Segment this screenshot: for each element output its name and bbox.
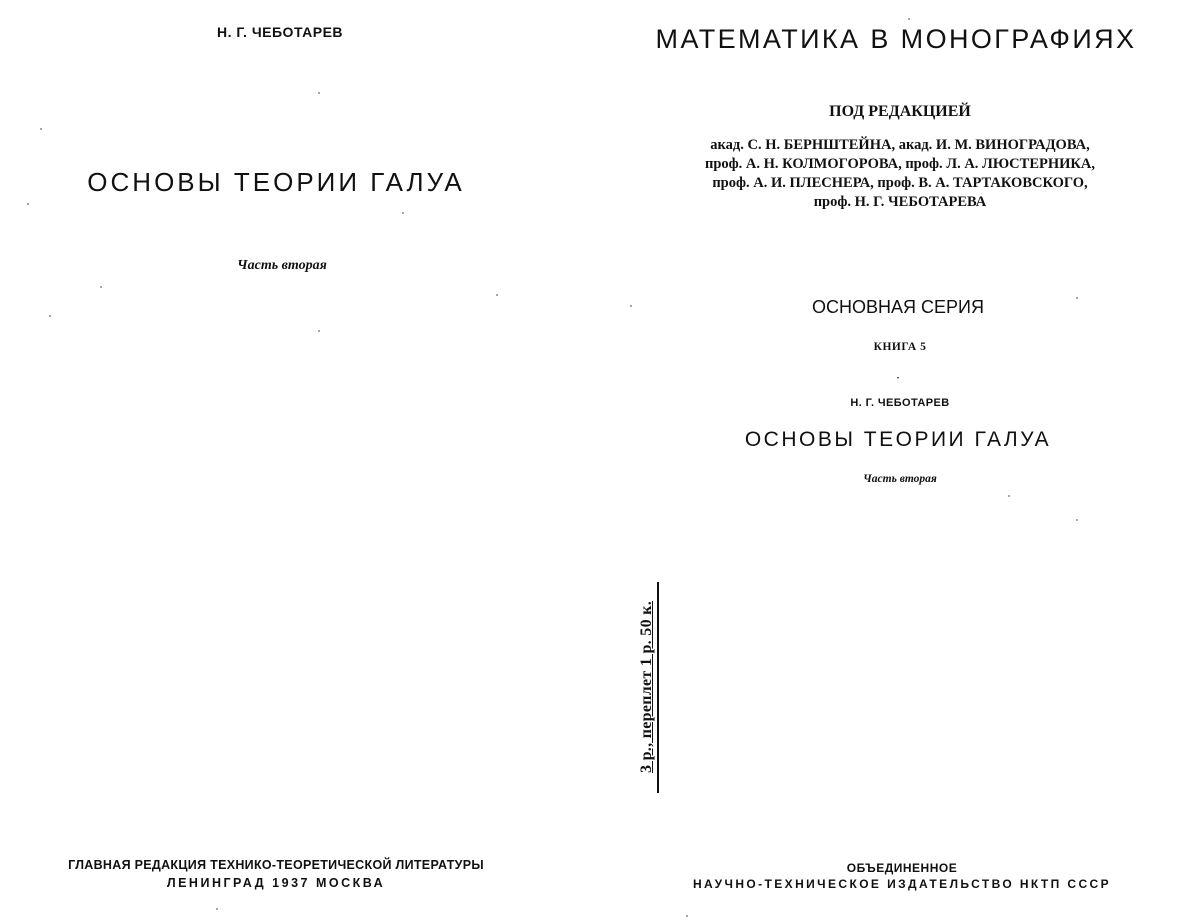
right-book-title: ОСНОВЫ ТЕОРИИ ГАЛУА xyxy=(744,428,1052,451)
editors-line: проф. Н. Г. ЧЕБОТАРЕВА xyxy=(813,194,987,210)
price-rule xyxy=(657,582,659,793)
editors-line: акад. С. Н. БЕРНШТЕЙНА, акад. И. М. ВИНОГРАДОВА, xyxy=(710,137,1090,153)
paper-speck xyxy=(318,92,320,94)
right-publisher xyxy=(693,860,1111,892)
paper-speck xyxy=(402,212,404,214)
main-series-label: ОСНОВНАЯ СЕРИЯ xyxy=(812,297,984,317)
left-publisher-line2: ЛЕНИНГРАД 1937 МОСКВА xyxy=(166,876,386,890)
paper-speck xyxy=(27,203,29,205)
book-number: КНИГА 5 xyxy=(873,341,927,353)
paper-speck xyxy=(40,128,42,130)
left-part-label: Часть вторая xyxy=(237,258,327,273)
right-publisher-line1: ОБЪЕДИНЕННОЕ xyxy=(846,861,958,875)
paper-speck xyxy=(216,908,218,910)
dot-mark: · xyxy=(896,371,900,385)
left-author: Н. Г. ЧЕБОТАРЕВ xyxy=(216,24,344,40)
series-title: МАТЕМАТИКА В МОНОГРАФИЯХ xyxy=(655,24,1137,54)
right-part-label: Часть вторая xyxy=(863,473,937,485)
right-author: Н. Г. ЧЕБОТАРЕВ xyxy=(850,397,950,409)
paper-speck xyxy=(1076,519,1078,521)
right-publisher-line2: НАУЧНО-ТЕХНИЧЕСКОЕ ИЗДАТЕЛЬСТВО НКТП СССР xyxy=(692,877,1112,891)
paper-speck xyxy=(1008,495,1010,497)
right-page xyxy=(600,0,1200,923)
paper-speck xyxy=(686,915,688,917)
editors-line: проф. А. И. ПЛЕСНЕРА, проф. В. А. ТАРТАКОВСКОГО, xyxy=(712,175,1088,191)
left-book-title: ОСНОВЫ ТЕОРИИ ГАЛУА xyxy=(87,167,465,197)
paper-speck xyxy=(630,305,632,307)
price-block xyxy=(632,580,662,795)
left-publisher-line1: ГЛАВНАЯ РЕДАКЦИЯ ТЕХНИКО-ТЕОРЕТИЧЕСКОЙ ЛИТЕРАТУРЫ xyxy=(68,858,484,872)
paper-speck xyxy=(318,330,320,332)
left-publisher xyxy=(68,856,484,892)
editors-line: проф. А. Н. КОЛМОГОРОВА, проф. Л. А. ЛЮСТЕРНИКА, xyxy=(704,156,1096,172)
editors-list xyxy=(705,136,1095,212)
paper-speck xyxy=(1076,297,1078,299)
price-text: 3 р., переплет 1 р. 50 к. xyxy=(638,601,655,773)
paper-speck xyxy=(908,18,910,20)
paper-speck xyxy=(496,294,498,296)
paper-speck xyxy=(100,286,102,288)
paper-speck xyxy=(49,315,51,317)
editors-label: ПОД РЕДАКЦИЕЙ xyxy=(829,103,971,120)
